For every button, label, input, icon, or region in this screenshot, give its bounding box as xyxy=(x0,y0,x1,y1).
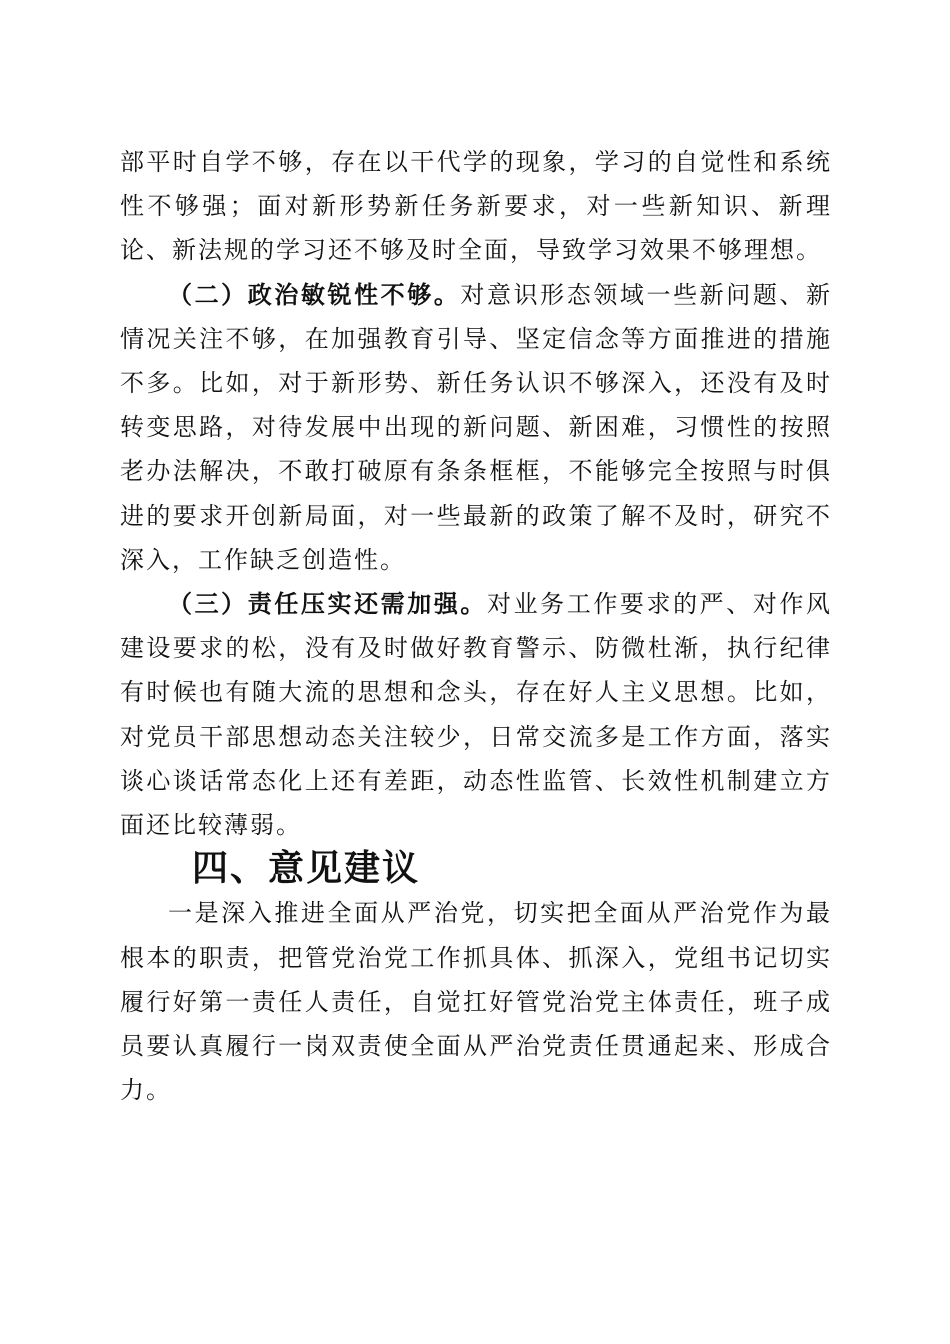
paragraph-text: 对业务工作要求的严、对作风建设要求的松，没有及时做好教育警示、防微杜渐，执行纪律有时候也有随大流的思想和念头，存在好人主义思想。比如，对党员干部思想动态关注较少，日常交流多是工作方面，落实谈心谈话常态化上还有差距，动态性监管、长效性机制建立方面还比较薄弱。 xyxy=(120,590,832,840)
document-body xyxy=(120,140,832,1112)
section-heading: 四、意见建议 xyxy=(192,848,421,890)
paragraph-continuation xyxy=(120,140,832,273)
paragraph-suggestion xyxy=(120,891,832,1112)
paragraph-responsibility xyxy=(120,582,832,847)
paragraph-political-sensitivity xyxy=(120,273,832,582)
paragraph-text: 部平时自学不够，存在以干代学的现象，学习的自觉性和系统性不够强；面对新形势新任务新要求，对一些新知识、新理论、新法规的学习还不够及时全面，导致学习效果不够理想。 xyxy=(120,148,832,265)
paragraph-text: 一是深入推进全面从严治党，切实把全面从严治党作为最根本的职责，把管党治党工作抓具体、抓深入，党组书记切实履行好第一责任人责任，自觉扛好管党治党主体责任，班子成员要认真履行一岗双责使全面从严治党责任贯通起来、形成合力。 xyxy=(120,899,832,1105)
paragraph-text: 对意识形态领域一些新问题、新情况关注不够，在加强教育引导、坚定信念等方面推进的措施不多。比如，对于新形势、新任务认识不够深入，还没有及时转变思路，对待发展中出现的新问题、新困难，习惯性的按照老办法解决，不敢打破原有条条框框，不能够完全按照与时俱进的要求开创新局面，对一些最新的政策了解不及时，研究不深入，工作缺乏创造性。 xyxy=(120,280,833,574)
paragraph-lead-heading: （二）政治敏锐性不够。 xyxy=(168,280,461,309)
paragraph-lead-heading: （三）责任压实还需加强。 xyxy=(168,590,487,619)
